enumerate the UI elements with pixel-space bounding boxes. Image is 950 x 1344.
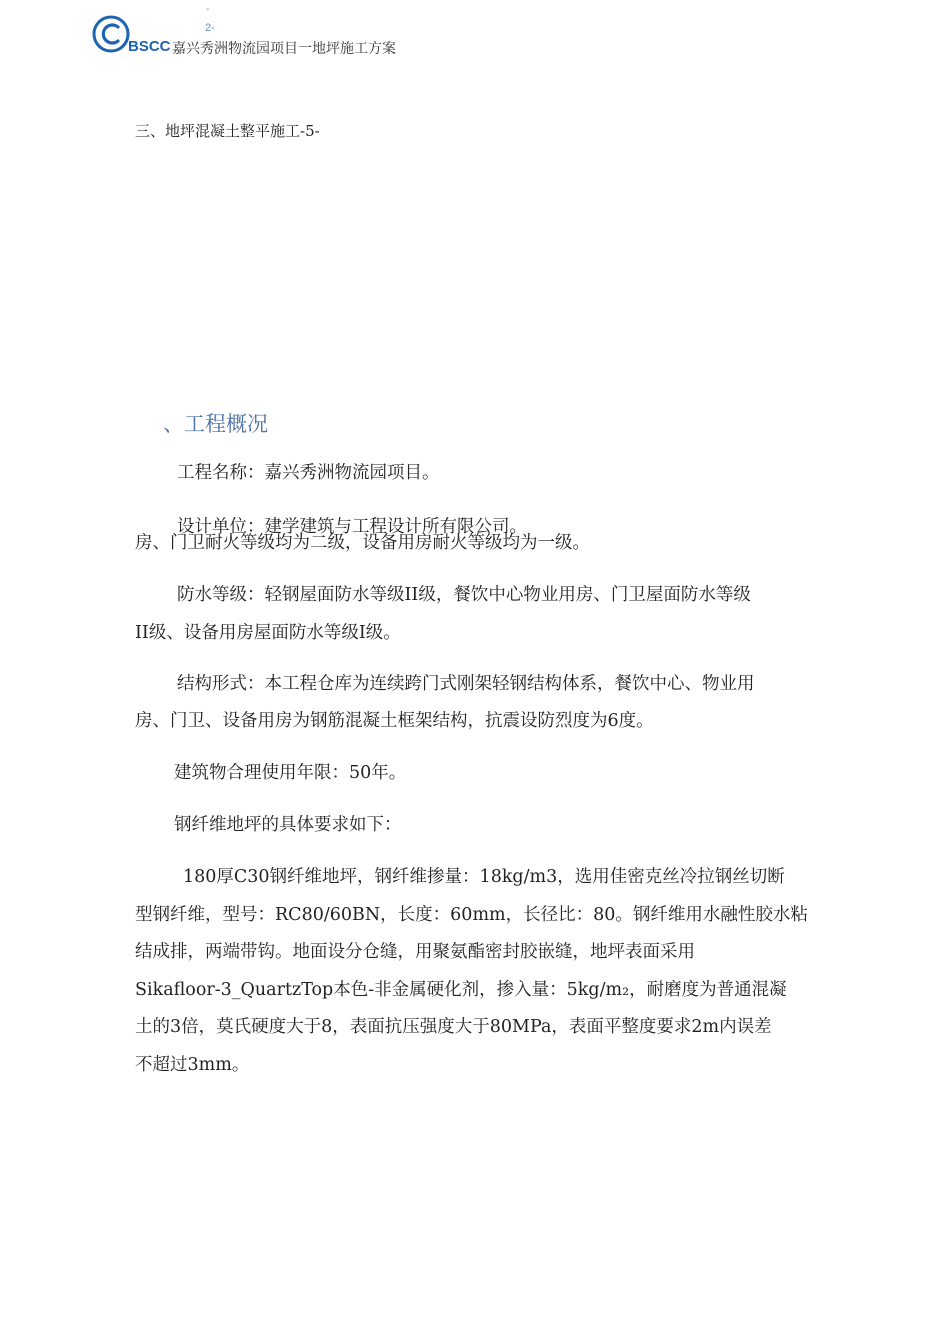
page-number: 2- <box>205 22 215 34</box>
spec-line-5: 土的3倍，莫氏硬度大于8，表面抗压强度大于80MPa，表面平整度要求2m内误差 <box>135 1017 772 1037</box>
copyright-logo-svg <box>91 14 131 54</box>
spec-line-6: 不超过3mm。 <box>135 1055 250 1075</box>
spec-line-1: 180厚C30钢纤维地坪，钢纤维掺量：18kg/m3，选用佳密克丝冷拉钢丝切断 <box>183 867 785 887</box>
waterproof-line-1: 防水等级：轻钢屋面防水等级II级，餐饮中心物业用房、门卫屋面防水等级 <box>177 585 751 605</box>
document-header-title: 嘉兴秀洲物流园项目一地坪施工方案 <box>172 41 396 57</box>
brand-name: BSCC <box>128 38 171 55</box>
spec-line-3: 结成排，两端带钩。地面设分仓缝，用聚氨酯密封胶嵌缝，地坪表面采用 <box>135 942 695 962</box>
structure-line-2: 房、门卫、设备用房为钢筋混凝土框架结构，抗震设防烈度为6度。 <box>135 711 654 731</box>
project-name-line: 工程名称：嘉兴秀洲物流园项目。 <box>177 463 440 483</box>
structure-line-1: 结构形式：本工程仓库为连续跨门式刚架轻钢结构体系，餐饮中心、物业用 <box>177 674 755 694</box>
page-number-dash: - <box>206 4 210 15</box>
service-life-line: 建筑物合理使用年限：50年。 <box>174 763 407 783</box>
design-unit-line: 设计单位：建学建筑与工程设计所有限公司。 <box>177 517 527 537</box>
spec-line-4: Sikafloor-3_QuartzTop本色-非金属硬化剂，掺入量：5kg/m₂，耐磨度为普通混凝 <box>135 980 787 1000</box>
copyright-logo-icon <box>91 14 131 54</box>
fire-rating-line: 房、门卫耐火等级均为二级，设备用房耐火等级均为一级。 <box>135 533 590 553</box>
toc-entry: 三、地坪混凝土整平施工-5- <box>135 122 320 140</box>
spec-line-2: 型钢纤维，型号：RC80/60BN，长度：60mm，长径比：80。钢纤维用水融性胶水粘 <box>135 905 808 925</box>
section-heading: 、工程概况 <box>163 412 268 436</box>
waterproof-line-2: II级、设备用房屋面防水等级I级。 <box>135 623 401 643</box>
floor-requirements-line: 钢纤维地坪的具体要求如下： <box>174 815 402 835</box>
